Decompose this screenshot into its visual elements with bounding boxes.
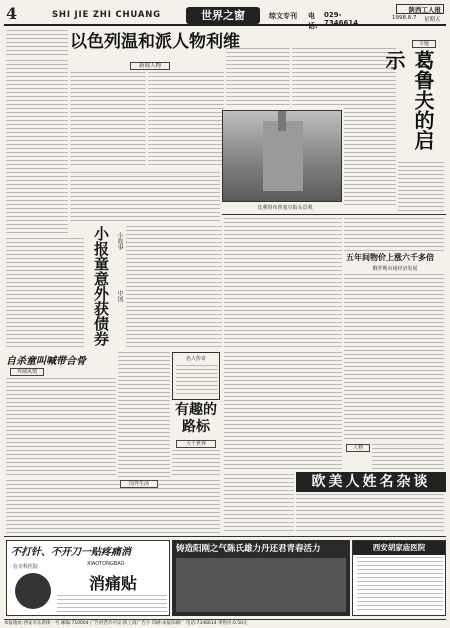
vertical-story-side: 中国 <box>116 290 123 302</box>
corner-title: 自杀童叫喊带合骨 <box>6 356 86 367</box>
small-news-box <box>172 352 220 400</box>
text-block-right-top <box>398 162 444 212</box>
right-ad-text <box>357 557 443 613</box>
text-block-center-3 <box>224 218 342 348</box>
left-ad-brand-pinyin: XIAOTONGBAO <box>87 561 125 567</box>
left-ad-brand: 消痛贴 <box>89 574 138 593</box>
divider-line <box>222 214 446 215</box>
masthead-pinyin: SHI JIE ZHI CHUANG <box>52 10 161 20</box>
text-block-israel-3 <box>226 48 290 106</box>
left-ad-text <box>57 595 167 613</box>
vertical-story-tag: 小故事 <box>116 232 123 250</box>
text-block-center-1 <box>292 48 344 106</box>
paper-name: 陕西工人报 <box>396 4 444 14</box>
text-block-lower-b <box>172 450 220 478</box>
mid-ad <box>172 540 350 616</box>
text-block-israel-4 <box>70 172 220 224</box>
right-tag-people: 人物 <box>346 444 370 452</box>
small-news-box-tag: 名人传奇 <box>185 356 206 362</box>
street-photo <box>222 110 342 202</box>
text-block-left-mid <box>6 238 84 350</box>
text-block-left-col <box>6 60 68 236</box>
text-block-right-lower <box>372 444 444 470</box>
life-tag: 国外生活 <box>120 480 158 488</box>
price-title: 五年间物价上涨六千多倍 <box>346 252 434 262</box>
editor-label: 综文专刊 <box>269 12 297 20</box>
phone-label: 电话: <box>308 12 318 30</box>
left-ad-note: 在专科医院 <box>13 564 39 570</box>
page-number: 4 <box>6 4 18 23</box>
text-block-israel-2 <box>148 72 224 168</box>
price-subtitle: 俄罗斯市场经济发展 <box>372 266 418 272</box>
corner-tag: 外域风情 <box>10 368 44 376</box>
text-block-center-2 <box>344 48 396 208</box>
text-block-corner <box>6 378 116 478</box>
text-block-left-lower <box>6 480 220 534</box>
text-block-lower-a <box>118 352 170 478</box>
israel-subtag: 新闻人物 <box>130 62 170 70</box>
section-title: 世界之窗 <box>186 7 260 24</box>
mid-ad-title: 铸造阳刚之气陈氏雄力丹还君青春活力 <box>176 544 321 554</box>
photo-tower-shape <box>278 111 286 131</box>
text-block-left-top <box>6 30 68 58</box>
photo-building-shape <box>263 121 303 191</box>
left-ad <box>6 540 170 616</box>
footer-line: 本报地址:西安市东新街一号 邮编:710004 广告经营许可证:陕工商广告字 印刷:本报印刷厂 电话:7346614 零售价:0.50元 <box>4 619 446 627</box>
phone-number: 029-7346614 <box>324 11 359 27</box>
israel-headline: 以色列温和派人物利维 <box>70 32 240 52</box>
text-block-price-intro <box>344 218 444 252</box>
right-ad-title: 西安胡家庙医院 <box>353 541 445 555</box>
text-block-eurasian-a <box>224 474 294 534</box>
left-ad-title: 不打针、不开刀一贴疼痛消 <box>11 547 131 558</box>
mid-title: 有趣的路标 <box>175 402 217 435</box>
small-news-box-text <box>176 365 218 397</box>
left-ad-icon-circle <box>15 573 51 609</box>
photo-caption: 比利时布鲁塞尔街头景观 <box>257 205 313 211</box>
eurasian-title: 欧美人姓名杂谈 <box>296 472 446 492</box>
text-block-vertical-story <box>126 226 222 350</box>
right-ad <box>352 540 446 616</box>
text-block-eurasian-b <box>296 494 444 534</box>
text-block-israel-1 <box>70 72 146 168</box>
issue-weekday: 星期五 <box>424 17 441 23</box>
lesson-title: 葛鲁夫的启示 <box>382 50 435 150</box>
text-block-price-body <box>344 274 444 442</box>
masthead <box>4 4 446 30</box>
issue-date: 1998.8.7 <box>392 15 417 21</box>
lesson-tag: 专题 <box>412 40 436 48</box>
mid-ad-image <box>176 558 346 612</box>
ad-band-top-rule <box>4 536 446 537</box>
vertical-story-title: 小报童意外获债券 <box>92 226 110 346</box>
mid-tag: 大千世界 <box>176 440 216 448</box>
text-block-lower-c <box>224 352 342 472</box>
